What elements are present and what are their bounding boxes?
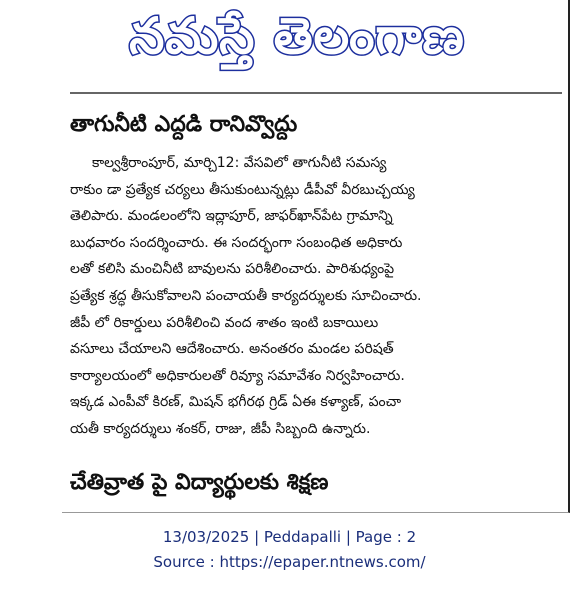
article-line: లతో కలిసి మంచినీటి బావులను పరిశీలించారు. పారిశుధ్యంపై xyxy=(70,261,395,278)
article-line: తెలిపారు. మండలంలోని ఇద్లాపూర్, జాఫర్‌ఖాన్‌పేట గ్రామాన్ని xyxy=(70,208,393,225)
article-line: కార్యాలయంలో అధికారులతో రివ్యూ సమావేశం నిర్వహించారు. xyxy=(70,367,405,384)
article-body xyxy=(70,150,562,443)
article-headline: తాగునీటి ఎద్దడి రానివ్వొద్దు xyxy=(70,112,298,137)
article-line: ప్రత్యేక శ్రద్ధ తీసుకోవాలని పంచాయతీ కార్యదర్శులకు సూచించారు. xyxy=(70,287,422,304)
footer-meta: 13/03/2025 | Peddapalli | Page : 2 xyxy=(162,528,417,546)
newspaper-clipping xyxy=(62,0,570,513)
article-line: వసూలు చేయాలని ఆదేశించారు. అనంతరం మండల పరిషత్ xyxy=(70,341,394,358)
next-article-headline: చేతివ్రాత పై విద్యార్థులకు శిక్షణ xyxy=(70,470,329,495)
article-line: కాల్వశ్రీరాంపూర్, మార్చి12: వేసవిలో తాగునీటి సమస్య xyxy=(92,155,387,171)
masthead-logo xyxy=(92,6,502,78)
footer-source[interactable]: Source : https://epaper.ntnews.com/ xyxy=(153,553,426,571)
article-line: బుధవారం సందర్శించారు. ఈ సందర్భంగా సంబంధిత అధికారు xyxy=(70,234,403,251)
article-line: జీపీ లో రికార్డులు పరిశీలించి వంద శాతం ఇంటి బకాయిలు xyxy=(70,314,379,331)
masthead-divider xyxy=(70,92,562,94)
article-line: యతీ కార్యదర్శులు శంకర్, రాజు, జీపీ సిబ్బంది ఉన్నారు. xyxy=(70,420,371,437)
article-line: రాకుం డా ప్రత్యేక చర్యలు తీసుకుంటున్నట్లు డీపీవో వీరబుచ్చయ్య xyxy=(70,181,415,198)
masthead-title: నమస్తే తెలంగాణ xyxy=(129,6,465,65)
article-line: ఇక్కడ ఎంపీవో కిరణ్, మిషన్ భగీరథ గ్రిడ్ ఏఈ కళ్యాణ్, పంచా xyxy=(70,394,402,411)
